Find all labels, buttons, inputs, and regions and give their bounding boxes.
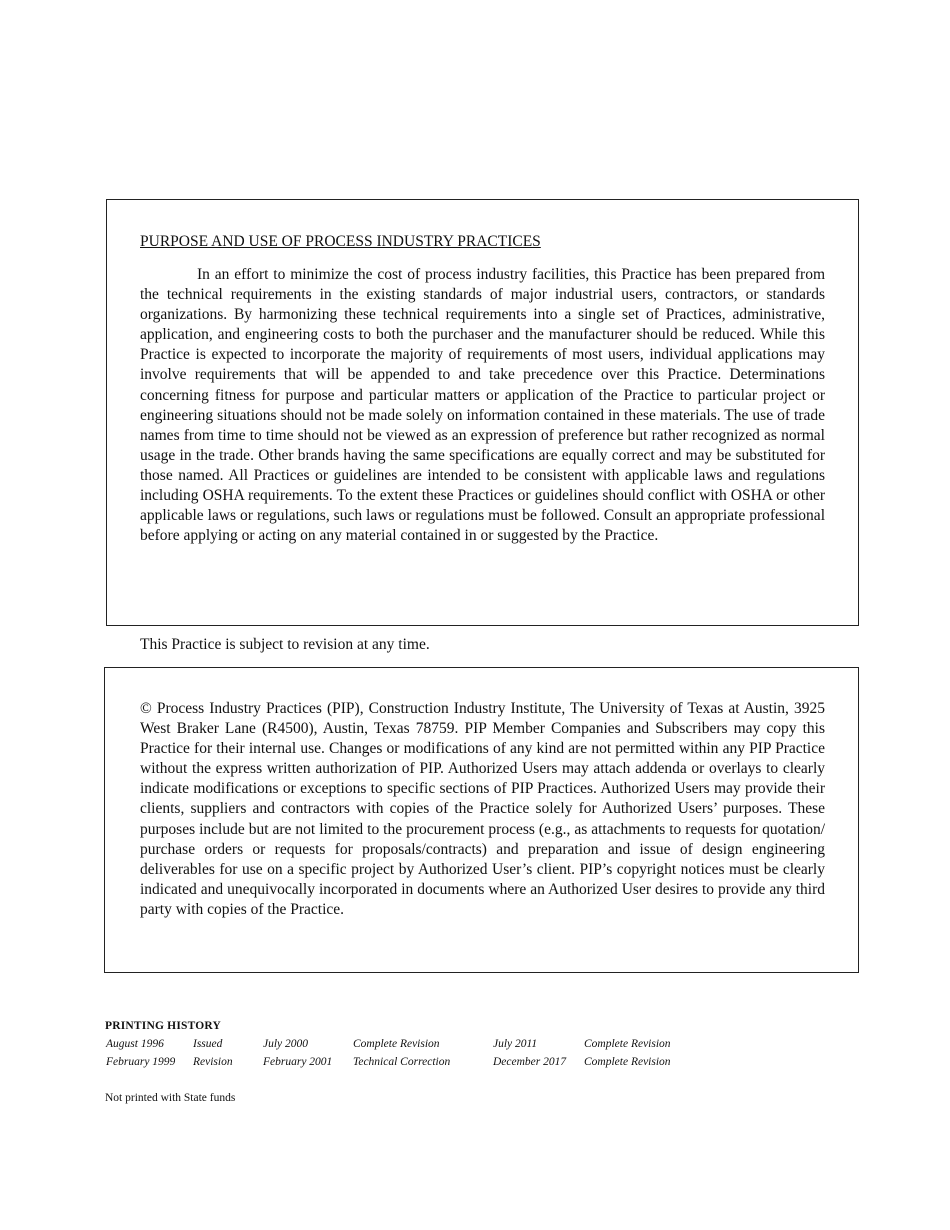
- history-row: [105, 1056, 694, 1074]
- revision-note: This Practice is subject to revision at any time.: [140, 636, 430, 653]
- printing-history-title: PRINTING HISTORY: [105, 1020, 222, 1032]
- printing-history-table: [105, 1038, 694, 1074]
- history-row: [105, 1038, 694, 1056]
- copyright-box: [104, 667, 859, 973]
- history-date: August 1996: [106, 1038, 164, 1050]
- history-date: December 2017: [493, 1056, 567, 1068]
- history-date: July 2011: [493, 1038, 538, 1050]
- purpose-box: [106, 199, 859, 626]
- history-type: Revision: [193, 1056, 233, 1068]
- history-date: February 2001: [263, 1056, 333, 1068]
- history-type: Complete Revision: [584, 1056, 671, 1068]
- history-type: Complete Revision: [353, 1038, 440, 1050]
- history-type: Technical Correction: [353, 1056, 451, 1068]
- history-date: July 2000: [263, 1038, 309, 1050]
- printing-history: [105, 1019, 694, 1074]
- funds-note: Not printed with State funds: [105, 1092, 236, 1104]
- history-date: February 1999: [106, 1056, 176, 1068]
- purpose-paragraph: In an effort to minimize the cost of process industry facilities, this Practice has been prepared from the technical requirements in the existing standards of major industrial users, contractors, or standards organizations. By harmonizing these technical requirements into a single set of Practices, administrative, application, and engineering costs to both the purchaser and the manufacturer should be reduced. While this Practice is expected to incorporate the majority of requirements of most users, individual applications may involve requirements that will be appended to and take precedence over this Practice. Determinations concerning fitness for purpose and particular matters or application of the Practice to particular project or engineering situations should not be made solely on information contained in these materials. The use of trade names from time to time should not be viewed as an expression of preference but rather recognized as normal usage in the trade. Other brands having the same specifications are equally correct and may be substituted for those named. All Practices or guidelines are intended to be consistent with applicable laws and regulations including OSHA requirements. To the extent these Practices or guidelines should conflict with OSHA or other applicable laws or regulations, such laws or regulations must be followed. Consult an appropriate professional before applying or acting on any material contained in or suggested by the Practice.: [140, 266, 825, 545]
- history-type: Issued: [193, 1038, 223, 1050]
- history-type: Complete Revision: [584, 1038, 671, 1050]
- copyright-paragraph: © Process Industry Practices (PIP), Construction Industry Institute, The University of Texas at Austin, 3925 West Braker Lane (R4500), Austin, Texas 78759. PIP Member Companies and Subscribers may copy this Practice for their internal use. Changes or modifications of any kind are not permitted within any PIP Practice without the express written authorization of PIP. Authorized Users may attach addenda or overlays to clearly indicate modifications or exceptions to specific sections of PIP Practices. Authorized Users may provide their clients, suppliers and contractors with copies of the Practice solely for Authorized Users’ purposes. These purposes include but are not limited to the procurement process (e.g., as attachments to requests for quotation/ purchase orders or requests for proposals/contracts) and preparation and issue of design engineering deliverables for use on a specific project by Authorized User’s client. PIP’s copyright notices must be clearly indicated and unequivocally incorporated in documents where an Authorized User desires to provide any third party with copies of the Practice.: [140, 700, 825, 918]
- purpose-heading: PURPOSE AND USE OF PROCESS INDUSTRY PRACTICES: [140, 233, 541, 250]
